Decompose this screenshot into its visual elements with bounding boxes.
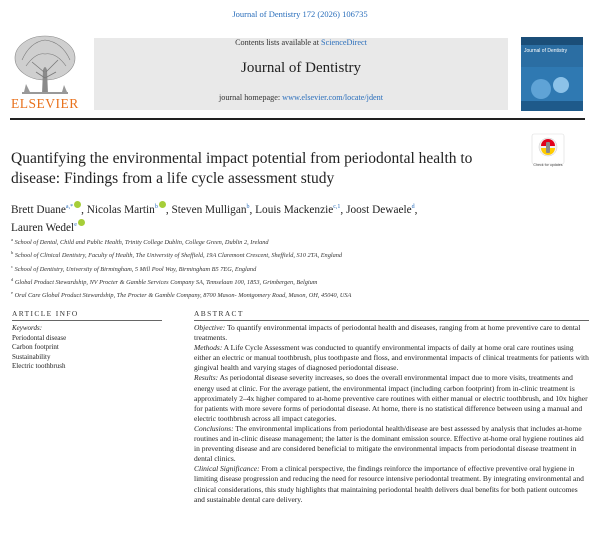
author[interactable]: Louis Mackenzie$^{c,1}$ <box>255 203 341 216</box>
orcid-icon[interactable] <box>78 219 85 226</box>
journal-citation[interactable]: Journal of Dentistry 172 (2026) 106735 <box>232 9 368 19</box>
author[interactable]: Lauren Wedel$^e$ <box>11 222 85 234</box>
keyword[interactable]: Carbon footprint <box>12 343 59 351</box>
author[interactable]: Joost Dewaele$^d$ <box>346 203 415 216</box>
abstract-clinical-significance: Clinical Significance: From a clinical perspective, the findings reinforce the importance of effective preventive oral hygiene in limiting disease progression and reducing the need for resource intensive periodontal treatment. By integrating environmental and clinical considerations, this study highlights that maintaining periodontal health delivers dual benefits for both patient outcomes and sustainable dental care delivery. <box>194 464 584 504</box>
author[interactable]: Nicolas Martin$^b$ <box>87 204 166 216</box>
orcid-icon[interactable] <box>74 201 81 208</box>
abstract-rule <box>194 320 589 321</box>
publisher-wordmark: ELSEVIER <box>11 96 79 111</box>
abstract-results: Results: As periodontal disease severity increases, so does the overall environmental impact due to more visits, treatments and energy used at clinic. For the average patient, the environmental impact (including carbon footprint) from in-clinic treatment is approximately 2–4x higher compared to at-home preventive care routines with either manual or electric toothbrush, and 10x higher for patients with more severe forms of periodontal disease. At home, there is no statistical difference between using a manual and electric toothbrush across all impact categories. <box>194 373 588 423</box>
contents-available-line <box>94 38 508 47</box>
abstract-methods: Methods: A Life Cycle Assessment was conducted to quantify environmental impacts of daily at home oral care routines using either an electric or manual toothbrush, plus toothpaste and floss, and environmental impacts of clinical treatments for patients with gingival health and varying stages of diagnosed periodontal disease. <box>194 343 589 373</box>
check-for-updates-icon[interactable] <box>531 133 565 179</box>
journal-name: Journal of Dentistry <box>241 60 361 76</box>
keyword[interactable]: Electric toothbrush <box>12 362 66 370</box>
journal-cover-thumbnail[interactable] <box>521 37 583 111</box>
journal-homepage-link[interactable]: www.elsevier.com/locate/jdent <box>282 93 384 102</box>
article-title: Quantifying the environmental impact potential from periodontal health to disease: Findings from a life cycle assessment study <box>11 150 473 187</box>
affiliations <box>11 235 571 301</box>
affiliation: $^d$ Global Product Stewardship, NV Procter & Gamble Services Company SA, Temselaan 100, 1853, Grimbergen, Belgium <box>11 276 318 286</box>
article-info-heading: ARTICLE INFO <box>12 309 79 318</box>
affiliation: $^c$ School of Dentistry, University of Birmingham, 5 Mill Pool Way, Birmingham B5 7EG, England <box>11 263 257 273</box>
author-list: Brett Duane$^{a,*}$ , Nicolas Martin$^b$ , Steven Mulligan$^b$, Louis Mackenzie$^{c,1}$, Joost Dewaele$^d$, Lauren Wedel$^e$ <box>11 200 531 236</box>
abstract-conclusions: Conclusions: The environmental implications from periodontal health/disease are best assessed by analysis that includes at-home routines and in-clinic disease management; the latter is the dominant emission source. Effective at-home oral hygiene routines aid in preventing disease and are considered beneficial to mitigate the environmental impacts from periodontal disease treatment in dental clinics. <box>194 423 584 464</box>
orcid-icon[interactable] <box>159 201 166 208</box>
keywords-block <box>12 324 162 372</box>
abstract-objective: Objective: To quantify environmental impacts of periodontal health and diseases, ranging from at home preventive care to dental treatments. <box>194 323 581 343</box>
affiliation: $^a$ School of Dental, Child and Public Health, Trinity College Dublin, College Green, Dublin 2, Ireland <box>11 237 269 247</box>
check-for-updates-label[interactable]: Check for updates <box>533 163 563 167</box>
keyword[interactable]: Periodontal disease <box>12 333 67 342</box>
cover-title: Journal of Dentistry <box>524 48 568 54</box>
keywords-heading: Keywords: <box>12 324 43 332</box>
homepage-prefix: journal homepage: <box>218 93 283 102</box>
article-info-rule <box>12 320 162 321</box>
cover-top-band <box>521 37 583 45</box>
contents-prefix: Contents lists available at <box>235 38 322 47</box>
author[interactable]: Steven Mulligan$^b$ <box>171 203 250 216</box>
abstract-body <box>194 323 589 505</box>
abstract-heading: ABSTRACT <box>194 309 244 318</box>
journal-homepage-line <box>94 93 508 102</box>
author[interactable]: Brett Duane$^{a,*}$ <box>11 204 81 216</box>
keyword[interactable]: Sustainability <box>12 352 51 361</box>
header-divider <box>10 118 585 120</box>
affiliation: $^b$ School of Clinical Dentistry, Faculty of Health, The University of Sheffield, 19A Claremont Crescent, Sheffield, S10 2TA, England <box>11 250 343 260</box>
sciencedirect-link[interactable]: ScienceDirect <box>321 38 367 47</box>
affiliation: $^e$ Oral Care Global Product Stewardship, The Procter & Gamble Company, 8700 Mason- Montgomery Road, Mason, OH, 45040, USA <box>11 290 352 300</box>
cover-artwork <box>521 67 583 111</box>
